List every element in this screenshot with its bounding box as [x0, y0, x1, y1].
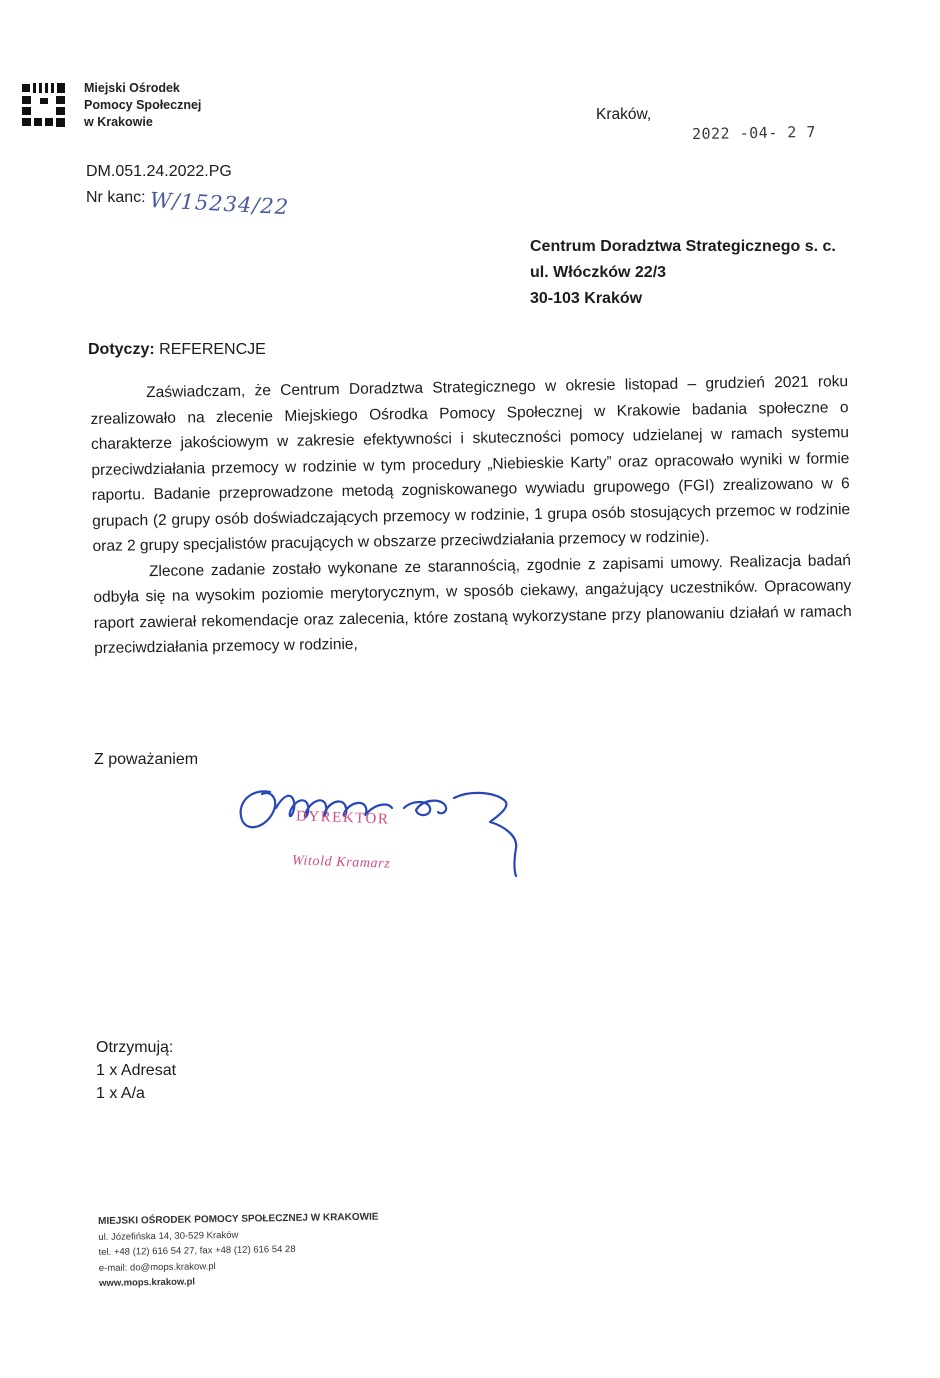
case-number: DM.051.24.2022.PG	[86, 163, 232, 180]
footer-address: ul. Józefińska 14, 30-529 Kraków	[98, 1229, 239, 1243]
letter-body	[90, 369, 852, 661]
date-stamp: 2022 -04- 2 7	[691, 122, 817, 144]
org-name-line-2: Pomocy Społecznej	[84, 98, 202, 112]
office-number-label: Nr kanc:	[86, 189, 146, 206]
distribution-heading: Otrzymują:	[96, 1039, 174, 1056]
org-name-line-3: w Krakowie	[84, 115, 153, 129]
org-name-line-1: Miejski Ośrodek	[84, 81, 180, 95]
recipient-street: ul. Włóczków 22/3	[530, 264, 667, 281]
org-name	[84, 80, 201, 131]
place: Kraków,	[596, 106, 652, 123]
subject-label: Dotyczy:	[88, 341, 155, 358]
footer-org: MIEJSKI OŚRODEK POMOCY SPOŁECZNEJ W KRAKOWIE	[98, 1211, 379, 1227]
distribution-item: 1 x Adresat	[96, 1062, 177, 1079]
office-number-line	[86, 188, 290, 220]
closing: Z poważaniem	[94, 751, 199, 768]
footer	[98, 1210, 380, 1292]
footer-phone: tel. +48 (12) 616 54 27, fax +48 (12) 616 54 28	[98, 1243, 296, 1258]
stamp-title: DYREKTOR	[295, 808, 390, 828]
subject-line	[88, 341, 266, 359]
recipient-name: Centrum Doradztwa Strategicznego s. c.	[530, 238, 836, 255]
footer-website: www.mops.krakow.pl	[99, 1276, 196, 1289]
subject-value: REFERENCJE	[159, 341, 266, 358]
recipient-city: 30-103 Kraków	[530, 290, 643, 307]
stamp-name: Witold Kramarz	[291, 853, 391, 872]
footer-email: e-mail: do@mops.krakow.pl	[98, 1260, 216, 1274]
recipient-address	[530, 234, 836, 312]
distribution-item: 1 x A/a	[96, 1085, 145, 1102]
distribution-list	[96, 1036, 176, 1105]
mops-logo-icon	[22, 83, 66, 127]
office-number-handwritten: W/15234/22	[149, 188, 290, 220]
body-paragraph-1: Zaświadczam, że Centrum Doradztwa Strategicznego w okresie listopad – grudzień 2021 roku zrealizowało na zlecenie Miejskiego Ośrodka Pomocy Społecznej w Krakowie badania społeczne o charakterze jakościowym w zakresie efektywności i skuteczności pomocy udzielanej w ramach systemu przeciwdziałania przemocy w rodzinie w tym procedury „Niebieskie Karty” oraz opracowało wyniki w formie raportu. Badanie przeprowadzone metodą zogniskowanego wywiadu grupowego (FGI) zrealizowano w 6 grupach (2 grupy osób doświadczających przemocy w rodzinie, 1 grupa osób stosujących przemoc w rodzinie oraz 2 grupy specjalistów pracujących w obszarze przeciwdziałania przemocy w rodzinie).	[90, 373, 851, 555]
body-paragraph-2: Zlecone zadanie zostało wykonane ze starannością, zgodnie z zapisami umowy. Realizacja badań odbyła się na wysokim poziomie merytorycznym, w sposób ciekawy, angażujący uczestników. Opracowany raport zawierał rekomendacje oraz zalecenia, które zostaną wykorzystane przy planowaniu działań w ramach przeciwdziałania przemocy w rodzinie,	[93, 551, 852, 657]
